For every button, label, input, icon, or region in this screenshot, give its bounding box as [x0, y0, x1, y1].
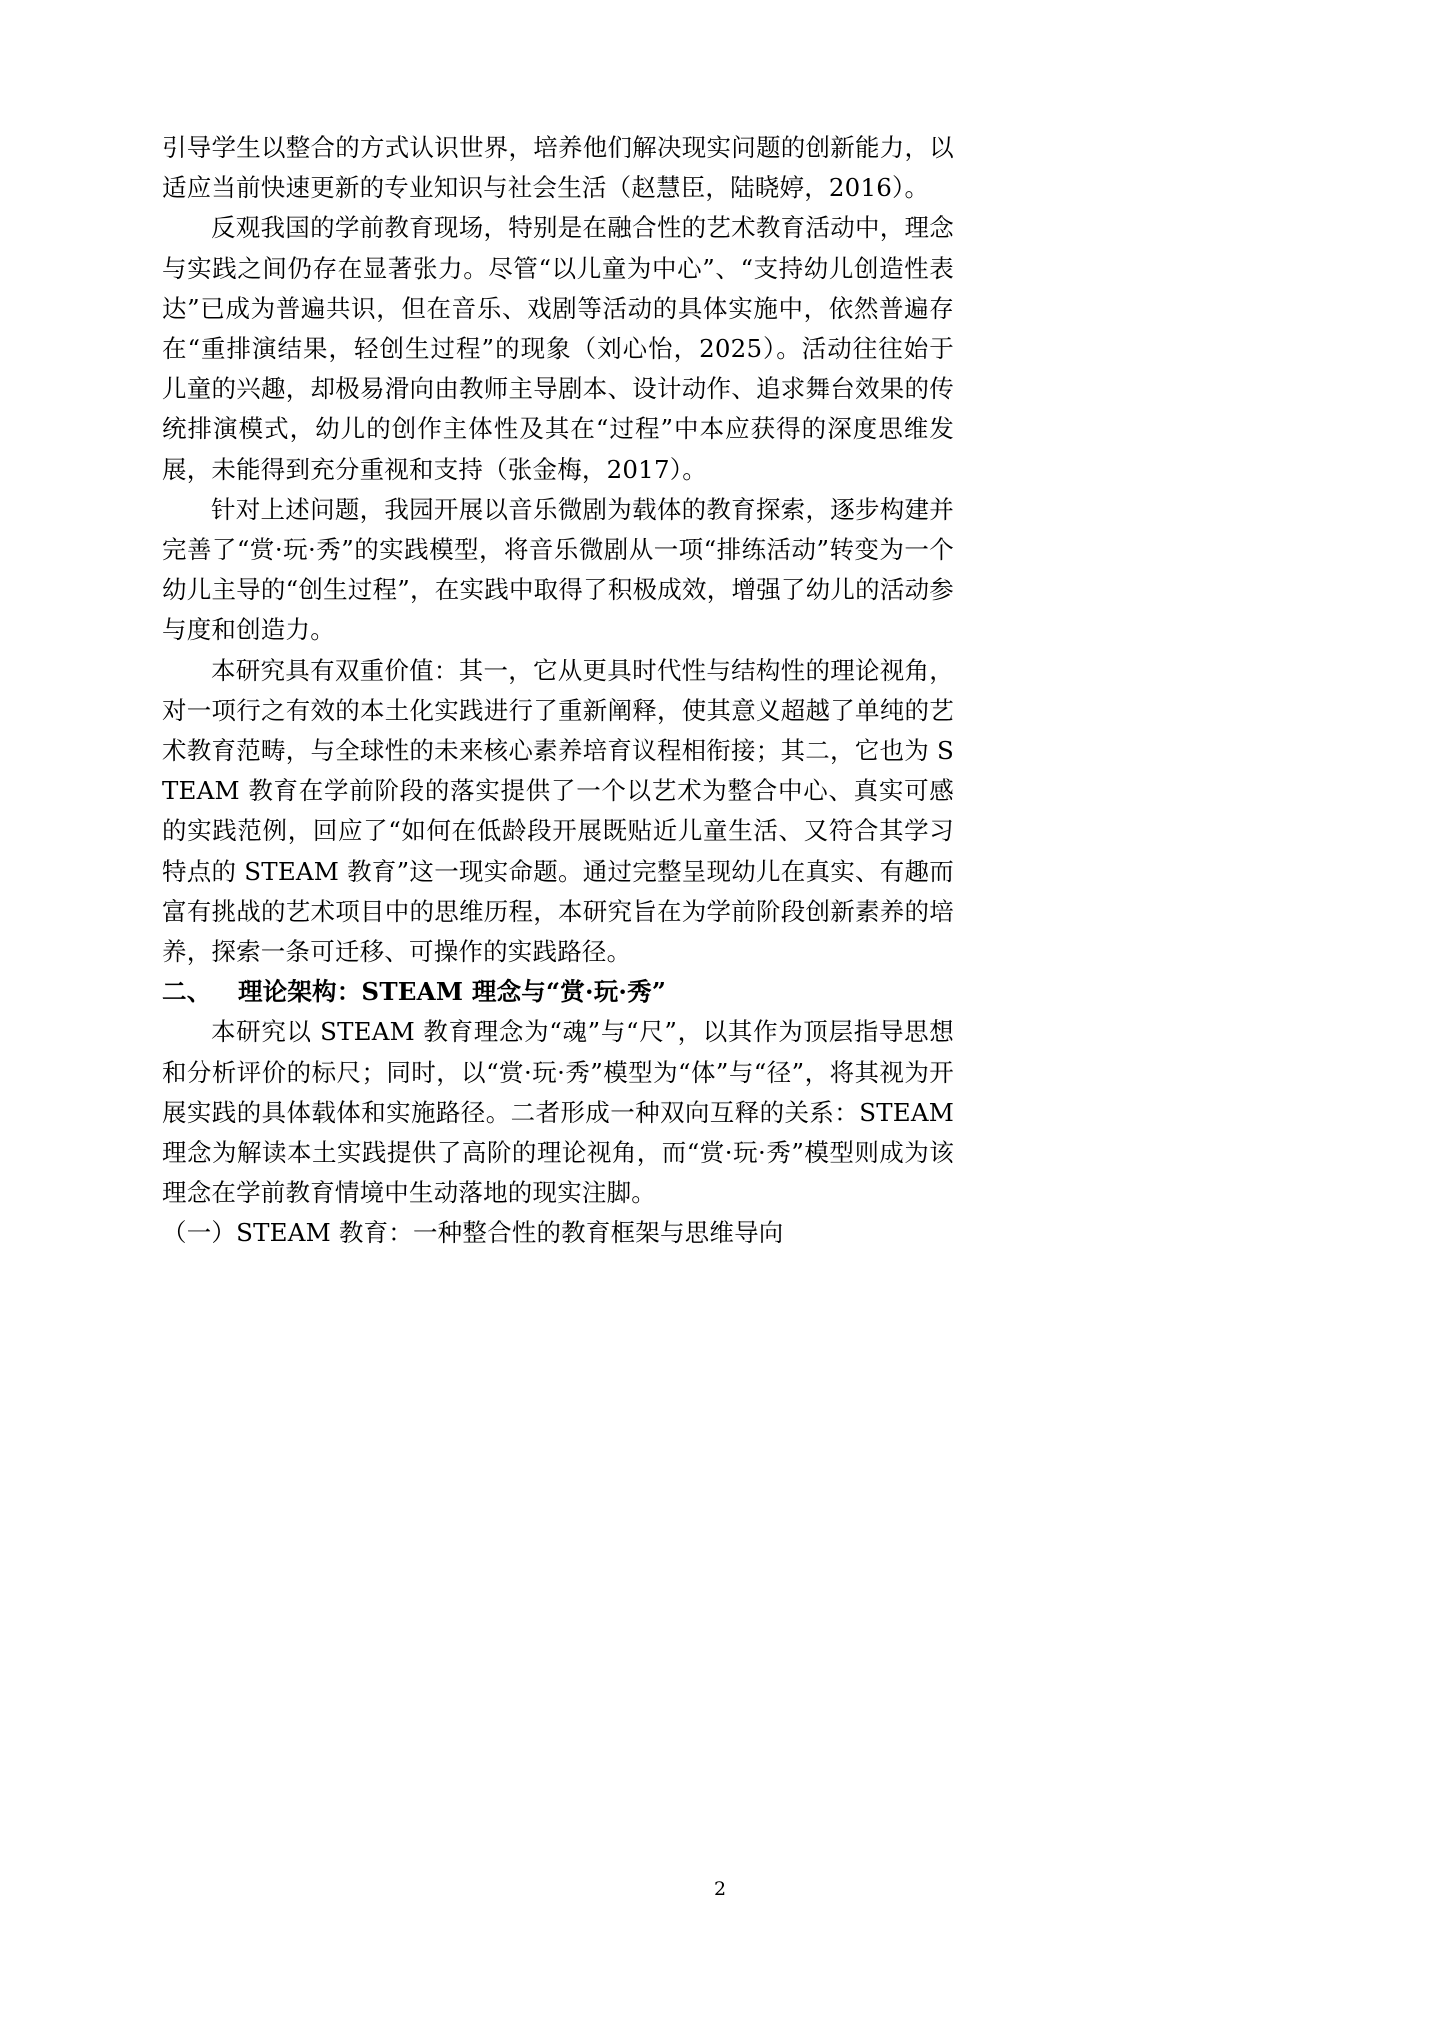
subsection-heading: （一）STEAM 教育：一种整合性的教育框架与思维导向: [162, 1218, 784, 1248]
paragraph-intro-continuation: 引导学生以整合的方式认识世界，培养他们解决现实问题的创新能力，以适应当前快速更新的专业知识与社会生活（赵慧臣，陆晓婷，2016）。: [162, 133, 954, 203]
paragraph-practice-model: 针对上述问题，我园开展以音乐微剧为载体的教育探索，逐步构建并完善了“赏·玩·秀”的实践模型，将音乐微剧从一项“排练活动”转变为一个幼儿主导的“创生过程”，在实践中取得了积极成效，增强了幼儿的活动参与度和创造力。: [162, 494, 954, 645]
section-heading-number: 二、: [162, 977, 212, 1007]
section-heading: [162, 972, 954, 1012]
paragraph-theoretical-framework: 本研究以 STEAM 教育理念为“魂”与“尺”，以其作为顶层指导思想和分析评价的标尺；同时，以“赏·玩·秀”模型为“体”与“径”，将其视为开展实践的具体载体和实施路径。二者形成一种双向互释的关系：STEAM 理念为解读本土实践提供了高阶的理论视角，而“赏·玩·秀”模型则成为该理念在学前教育情境中生动落地的现实注脚。: [162, 1017, 954, 1208]
paragraph-dual-value: 本研究具有双重价值：其一，它从更具时代性与结构性的理论视角，对一项行之有效的本土化实践进行了重新阐释，使其意义超越了单纯的艺术教育范畴，与全球性的未来核心素养培育议程相衔接；其二，它也为 STEAM 教育在学前阶段的落实提供了一个以艺术为整合中心、真实可感的实践范例，回应了“如何在低龄段开展既贴近儿童生活、又符合其学习特点的 STEAM 教育”这一现实命题。通过完整呈现幼儿在真实、有趣而富有挑战的艺术项目中的思维历程，本研究旨在为学前阶段创新素养的培养，探索一条可迁移、可操作的实践路径。: [162, 655, 954, 967]
section-heading-title: 理论架构：STEAM 理念与“赏·玩·秀”: [237, 977, 667, 1007]
paragraph-preschool-tension: 反观我国的学前教育现场，特别是在融合性的艺术教育活动中，理念与实践之间仍存在显著张力。尽管“以儿童为中心”、“支持幼儿创造性表达”已成为普遍共识，但在音乐、戏剧等活动的具体实施中，依然普遍存在“重排演结果，轻创生过程”的现象（刘心怡，2025）。活动往往始于儿童的兴趣，却极易滑向由教师主导剧本、设计动作、追求舞台效果的传统排演模式，幼儿的创作主体性及其在“过程”中本应获得的深度思维发展，未能得到充分重视和支持（张金梅，2017）。: [162, 213, 954, 484]
page-number: 2: [713, 1878, 727, 1900]
page-content: [162, 128, 954, 1254]
